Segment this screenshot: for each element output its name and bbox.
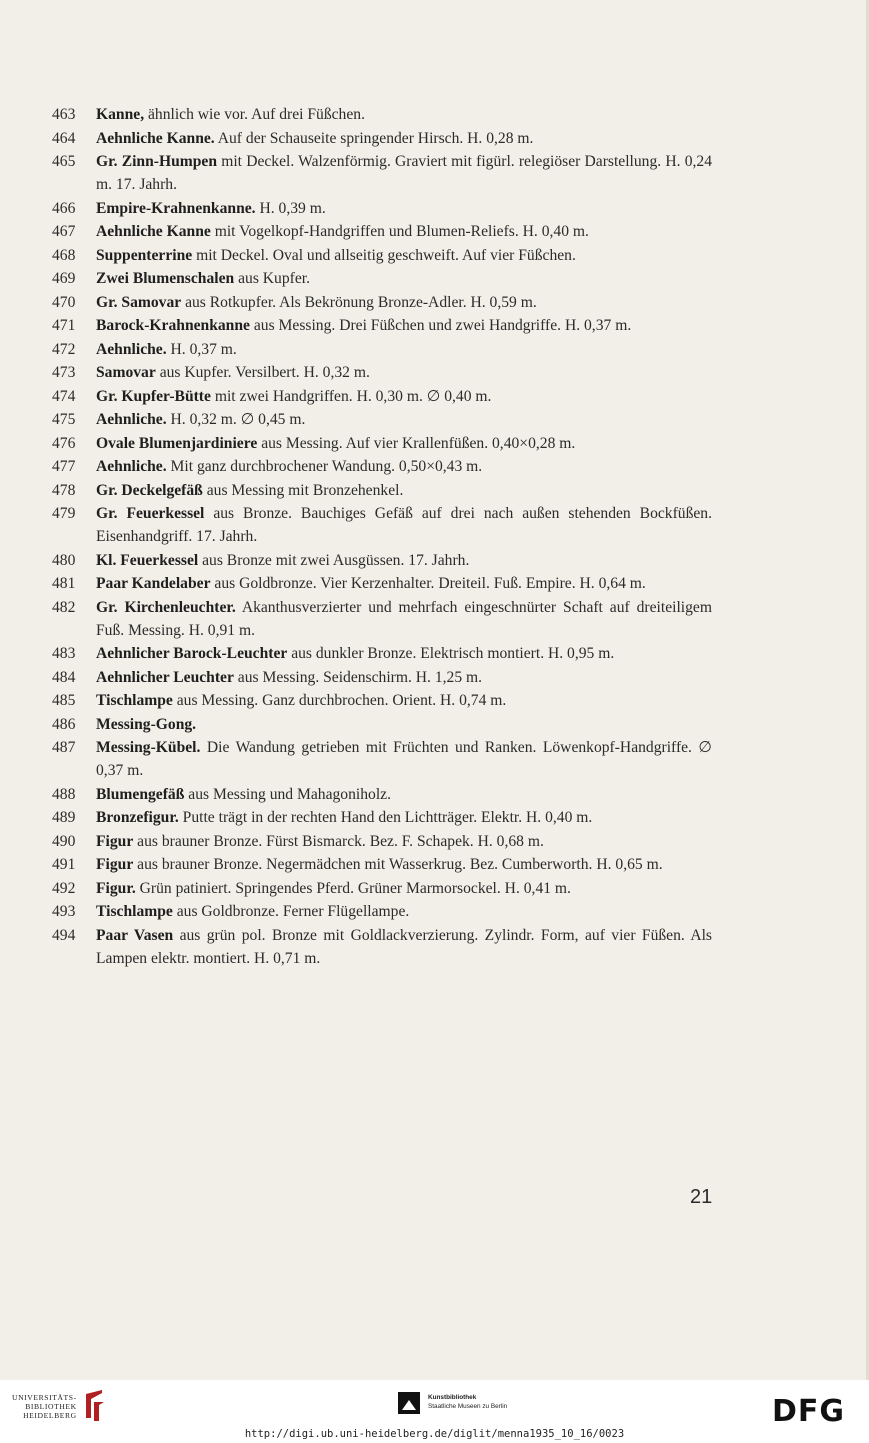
entry-number: 488 bbox=[52, 785, 76, 803]
entry-text: aus brauner Bronze. Fürst Bismarck. Bez. F. Schapek. H. 0,68 m. bbox=[137, 832, 544, 850]
entry-number: 465 bbox=[52, 153, 76, 170]
entry-number: 479 bbox=[52, 505, 76, 522]
entry-text: Auf der Schauseite springender Hirsch. H. 0,28 m. bbox=[217, 129, 534, 147]
entry-description bbox=[96, 385, 712, 408]
entry-title: Aehnliche. bbox=[96, 458, 167, 475]
catalog-entry bbox=[52, 502, 712, 548]
entry-text: Putte trägt in der rechten Hand den Lichtträger. Elektr. H. 0,40 m. bbox=[182, 809, 593, 826]
entry-text: aus Messing und Mahagoniholz. bbox=[188, 785, 391, 803]
entry-text: H. 0,39 m. bbox=[259, 199, 326, 217]
entry-title: Blumengefäß bbox=[96, 785, 185, 803]
entry-description bbox=[96, 197, 712, 220]
entry-description bbox=[96, 900, 712, 923]
entry-description bbox=[96, 642, 712, 665]
entry-title: Figur. bbox=[96, 879, 136, 897]
entry-number: 464 bbox=[52, 129, 76, 147]
entry-title: Aehnliche. bbox=[96, 340, 167, 358]
catalog-entry bbox=[52, 689, 712, 712]
kunstbibliothek-logo-icon bbox=[398, 1392, 420, 1414]
entry-number: 486 bbox=[52, 715, 76, 733]
entry-title: Gr. Zinn-Humpen bbox=[96, 153, 218, 170]
entry-number: 480 bbox=[52, 551, 76, 569]
kunstbibliothek-logo[interactable] bbox=[398, 1392, 507, 1414]
dfg-logo[interactable]: DFG bbox=[772, 1394, 846, 1429]
entry-text: aus Rotkupfer. Als Bekrönung Bronze-Adler. H. 0,59 m. bbox=[185, 293, 537, 311]
entry-description bbox=[96, 713, 712, 736]
entry-description bbox=[96, 666, 712, 689]
entry-description bbox=[96, 220, 712, 243]
entry-title: Samovar bbox=[96, 364, 156, 381]
catalog-entry bbox=[52, 314, 712, 337]
catalog-entry bbox=[52, 197, 712, 220]
entry-text: ähnlich wie vor. Auf drei Füßchen. bbox=[148, 106, 365, 123]
university-library-logo[interactable] bbox=[12, 1390, 105, 1422]
catalog-entry bbox=[52, 853, 712, 876]
university-logo-text: UNIVERSITÄTS- BIBLIOTHEK HEIDELBERG bbox=[12, 1392, 77, 1420]
entry-description bbox=[96, 150, 712, 196]
catalog-entry bbox=[52, 127, 712, 150]
entry-title: Messing-Kübel. bbox=[96, 739, 201, 756]
entry-text: aus Goldbronze. Ferner Flügellampe. bbox=[176, 903, 410, 920]
entry-title: Bronzefigur. bbox=[96, 809, 179, 826]
catalog-entry bbox=[52, 385, 712, 408]
entry-number: 491 bbox=[52, 856, 76, 873]
catalog-entry bbox=[52, 877, 712, 900]
entry-title: Empire-Krahnenkanne. bbox=[96, 199, 256, 217]
entry-number: 471 bbox=[52, 317, 76, 334]
entry-number: 489 bbox=[52, 809, 76, 826]
entry-description bbox=[96, 924, 712, 970]
entry-number: 469 bbox=[52, 270, 76, 287]
catalog-entry bbox=[52, 267, 712, 290]
entry-text: mit Deckel. Oval und allseitig geschweift. Auf vier Füßchen. bbox=[196, 246, 576, 264]
catalog-entry bbox=[52, 572, 712, 595]
entry-title: Aehnliche Kanne. bbox=[96, 129, 215, 147]
entry-title: Aehnliche. bbox=[96, 411, 167, 428]
entry-number: 476 bbox=[52, 434, 76, 452]
catalog-entry bbox=[52, 549, 712, 572]
catalog-entry bbox=[52, 479, 712, 502]
catalog-entry bbox=[52, 103, 712, 126]
catalog-entry bbox=[52, 244, 712, 267]
entry-text: H. 0,37 m. bbox=[170, 340, 237, 358]
entry-text: aus Bronze. Bauchiges Gefäß auf drei nach außen stehenden Bockfüßen. Eisenhandgriff. 17. Jahrh. bbox=[96, 505, 712, 545]
entry-text: Akanthusverzierter und mehrfach eingeschnürter Schaft auf dreiteiligem Fuß. Messing. H. 0,91 m. bbox=[96, 598, 712, 639]
entry-number: 467 bbox=[52, 223, 76, 240]
entry-title: Tischlampe bbox=[96, 903, 173, 920]
entry-number: 494 bbox=[52, 926, 76, 944]
entry-title: Gr. Feuerkessel bbox=[96, 505, 205, 522]
entry-title: Kl. Feuerkessel bbox=[96, 551, 199, 569]
entry-text: Mit ganz durchbrochener Wandung. 0,50×0,43 m. bbox=[170, 458, 483, 475]
entry-text: aus Messing mit Bronzehenkel. bbox=[206, 481, 404, 499]
entry-description bbox=[96, 267, 712, 290]
permalink-url[interactable]: http://digi.ub.uni-heidelberg.de/diglit/menna1935_10_16/0023 bbox=[244, 1428, 625, 1440]
catalog-entry bbox=[52, 338, 712, 361]
entry-description bbox=[96, 314, 712, 337]
entry-title: Ovale Blumenjardiniere bbox=[96, 434, 258, 452]
entry-number: 472 bbox=[52, 340, 76, 358]
entry-description bbox=[96, 103, 712, 126]
entry-description bbox=[96, 432, 712, 455]
catalog-entry bbox=[52, 736, 712, 782]
entry-number: 483 bbox=[52, 645, 76, 662]
catalog-entry bbox=[52, 713, 712, 736]
entry-title: Messing-Gong. bbox=[96, 715, 197, 733]
entry-text: H. 0,32 m. ∅ 0,45 m. bbox=[170, 411, 306, 428]
catalog-entry-list bbox=[52, 103, 712, 970]
entry-description bbox=[96, 549, 712, 572]
entry-number: 463 bbox=[52, 106, 76, 123]
entry-description bbox=[96, 736, 712, 782]
entry-title: Aehnlicher Barock-Leuchter bbox=[96, 645, 288, 662]
entry-description bbox=[96, 689, 712, 712]
entry-description bbox=[96, 408, 712, 431]
catalog-entry bbox=[52, 291, 712, 314]
entry-description bbox=[96, 361, 712, 384]
entry-number: 484 bbox=[52, 668, 76, 686]
entry-text: mit zwei Handgriffen. H. 0,30 m. ∅ 0,40 m. bbox=[214, 387, 492, 405]
catalog-entry bbox=[52, 361, 712, 384]
entry-title: Figur bbox=[96, 856, 134, 873]
entry-number: 470 bbox=[52, 293, 76, 311]
entry-number: 481 bbox=[52, 575, 76, 592]
entry-number: 487 bbox=[52, 739, 76, 756]
catalog-entry bbox=[52, 830, 712, 853]
entry-number: 473 bbox=[52, 364, 76, 381]
entry-description bbox=[96, 455, 712, 478]
page-number: 21 bbox=[690, 1186, 713, 1208]
entry-text: Grün patiniert. Springendes Pferd. Grüner Marmorsockel. H. 0,41 m. bbox=[139, 879, 571, 897]
ub-heidelberg-logo-icon bbox=[83, 1390, 105, 1422]
entry-text: Die Wandung getrieben mit Früchten und Ranken. Löwenkopf-Handgriffe. ∅ 0,37 m. bbox=[96, 739, 713, 779]
entry-number: 482 bbox=[52, 598, 76, 616]
entry-number: 466 bbox=[52, 199, 76, 217]
entry-number: 475 bbox=[52, 411, 76, 428]
entry-text: aus Goldbronze. Vier Kerzenhalter. Dreiteil. Fuß. Empire. H. 0,64 m. bbox=[214, 575, 646, 592]
entry-title: Suppenterrine bbox=[96, 246, 193, 264]
catalog-entry bbox=[52, 150, 712, 196]
entry-text: aus Messing. Auf vier Krallenfüßen. 0,40×0,28 m. bbox=[261, 434, 576, 452]
catalog-entry bbox=[52, 455, 712, 478]
entry-text: mit Deckel. Walzenförmig. Graviert mit figürl. relegiöser Darstellung. H. 0,24 m. 17. Jahrh. bbox=[96, 153, 712, 193]
entry-description bbox=[96, 853, 712, 876]
entry-number: 477 bbox=[52, 458, 76, 475]
entry-description bbox=[96, 479, 712, 502]
catalog-entry bbox=[52, 666, 712, 689]
catalog-entry bbox=[52, 783, 712, 806]
entry-number: 485 bbox=[52, 692, 76, 709]
kunstbibliothek-text: Kunstbibliothek Staatliche Museen zu Berlin bbox=[428, 1394, 508, 1410]
catalog-entry bbox=[52, 642, 712, 665]
entry-title: Zwei Blumenschalen bbox=[96, 270, 235, 287]
entry-number: 474 bbox=[52, 387, 76, 405]
entry-text: aus Kupfer. Versilbert. H. 0,32 m. bbox=[159, 364, 370, 381]
catalog-entry bbox=[52, 924, 712, 970]
entry-text: aus Messing. Seidenschirm. H. 1,25 m. bbox=[237, 668, 483, 686]
entry-number: 492 bbox=[52, 879, 76, 897]
entry-title: Tischlampe bbox=[96, 692, 173, 709]
entry-description bbox=[96, 783, 712, 806]
catalog-entry bbox=[52, 432, 712, 455]
entry-text: mit Vogelkopf-Handgriffen und Blumen-Reliefs. H. 0,40 m. bbox=[214, 223, 589, 240]
catalog-entry bbox=[52, 806, 712, 829]
entry-title: Gr. Samovar bbox=[96, 293, 182, 311]
entry-description bbox=[96, 291, 712, 314]
entry-description bbox=[96, 244, 712, 267]
entry-title: Figur bbox=[96, 832, 134, 850]
entry-text: aus dunkler Bronze. Elektrisch montiert. H. 0,95 m. bbox=[291, 645, 615, 662]
catalog-entry bbox=[52, 220, 712, 243]
entry-text: aus Kupfer. bbox=[238, 270, 310, 287]
entry-title: Paar Kandelaber bbox=[96, 575, 211, 592]
entry-description bbox=[96, 502, 712, 548]
entry-description bbox=[96, 877, 712, 900]
entry-number: 478 bbox=[52, 481, 76, 499]
entry-text: aus Messing. Ganz durchbrochen. Orient. H. 0,74 m. bbox=[176, 692, 507, 709]
entry-title: Gr. Kupfer-Bütte bbox=[96, 387, 211, 405]
entry-description bbox=[96, 830, 712, 853]
entry-text: aus Messing. Drei Füßchen und zwei Handgriffe. H. 0,37 m. bbox=[253, 317, 632, 334]
entry-title: Kanne, bbox=[96, 106, 145, 123]
entry-description bbox=[96, 338, 712, 361]
catalog-entry bbox=[52, 408, 712, 431]
entry-title: Aehnlicher Leuchter bbox=[96, 668, 234, 686]
entry-text: aus Bronze mit zwei Ausgüssen. 17. Jahrh. bbox=[202, 551, 470, 569]
entry-number: 490 bbox=[52, 832, 76, 850]
entry-title: Gr. Kirchenleuchter. bbox=[96, 598, 236, 616]
catalog-entry bbox=[52, 900, 712, 923]
entry-number: 468 bbox=[52, 246, 76, 264]
entry-description bbox=[96, 806, 712, 829]
entry-title: Gr. Deckelgefäß bbox=[96, 481, 203, 499]
entry-description bbox=[96, 596, 712, 642]
entry-text: aus grün pol. Bronze mit Goldlackverzierung. Zylindr. Form, auf vier Füßen. Als Lampen elektr. montiert. H. 0,71 m. bbox=[96, 926, 712, 967]
entry-title: Barock-Krahnenkanne bbox=[96, 317, 250, 334]
catalog-entry bbox=[52, 596, 712, 642]
entry-text: aus brauner Bronze. Negermädchen mit Wasserkrug. Bez. Cumberworth. H. 0,65 m. bbox=[137, 856, 663, 873]
entry-description bbox=[96, 127, 712, 150]
entry-title: Aehnliche Kanne bbox=[96, 223, 211, 240]
viewer-footer bbox=[0, 1380, 869, 1443]
entry-description bbox=[96, 572, 712, 595]
entry-title: Paar Vasen bbox=[96, 926, 174, 944]
entry-number: 493 bbox=[52, 903, 76, 920]
